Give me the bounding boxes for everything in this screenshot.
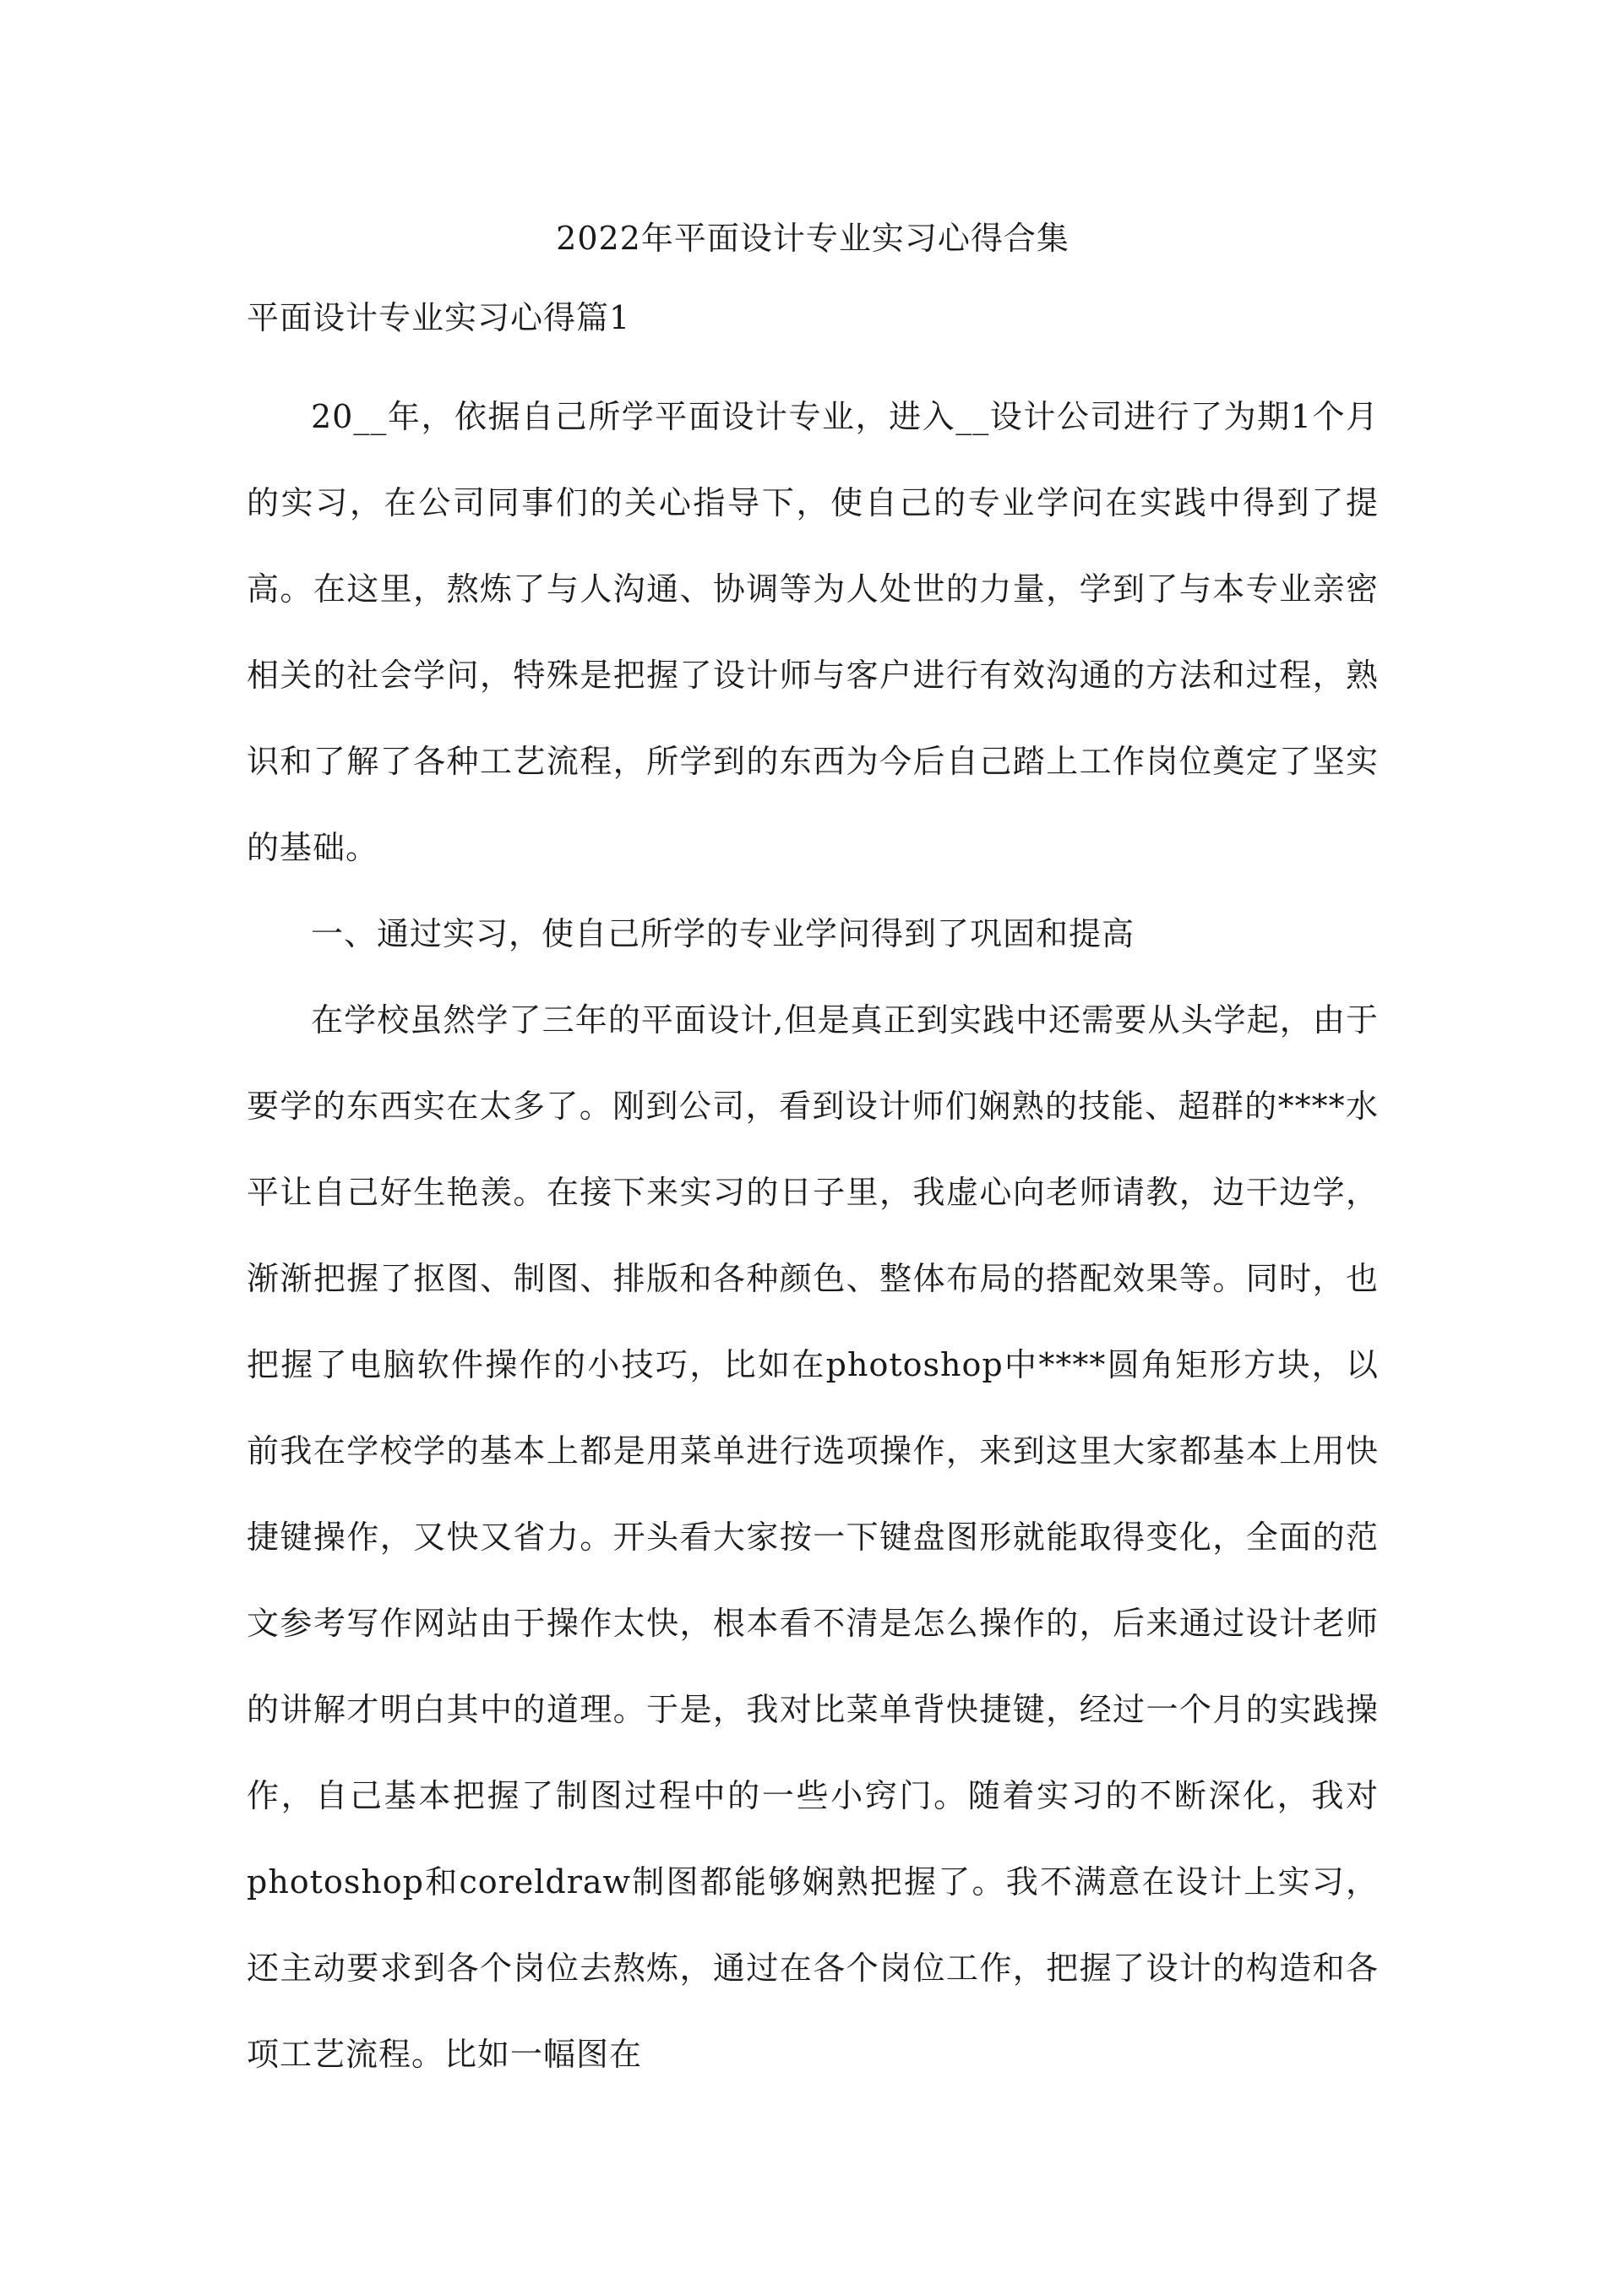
document-content <box>247 211 1379 2097</box>
body-paragraph: 在学校虽然学了三年的平面设计,但是真正到实践中还需要从头学起，由于要学的东西实在太多了。刚到公司，看到设计师们娴熟的技能、超群的****水平让自己好生艳羡。在接下来实习的日子里，我虚心向老师请教，边干边学，渐渐把握了抠图、制图、排版和各种颜色、整体布局的搭配效果等。同时，也把握了电脑软件操作的小技巧，比如在photoshop中****圆角矩形方块，以前我在学校学的基本上都是用菜单进行选项操作，来到这里大家都基本上用快捷键操作，又快又省力。开头看大家按一下键盘图形就能取得变化，全面的范文参考写作网站由于操作太快，根本看不清是怎么操作的，后来通过设计老师的讲解才明白其中的道理。于是，我对比菜单背快捷键，经过一个月的实践操作，自己基本把握了制图过程中的一些小窍门。随着实习的不断深化，我对photoshop和coreldraw制图都能够娴熟把握了。我不满意在设计上实习，还主动要求到各个岗位去熬炼，通过在各个岗位工作，把握了设计的构造和各项工艺流程。比如一幅图在 <box>247 1001 1379 2073</box>
document-title: 2022年平面设计专业实习心得合集 <box>556 220 1070 257</box>
intro-paragraph: 20__年，依据自己所学平面设计专业，进入__设计公司进行了为期1个月的实习，在公司同事们的关心指导下，使自己的专业学问在实践中得到了提高。在这里，熬炼了与人沟通、协调等为人处世的力量，学到了与本专业亲密相关的社会学问，特殊是把握了设计师与客户进行有效沟通的方法和过程，熟识和了解了各种工艺流程，所学到的东西为今后自己踏上工作岗位奠定了坚实的基础。 <box>247 398 1379 866</box>
subsection-heading: 一、通过实习，使自己所学的专业学问得到了巩固和提高 <box>311 915 1135 952</box>
section-heading: 平面设计专业实习心得篇1 <box>247 299 631 336</box>
